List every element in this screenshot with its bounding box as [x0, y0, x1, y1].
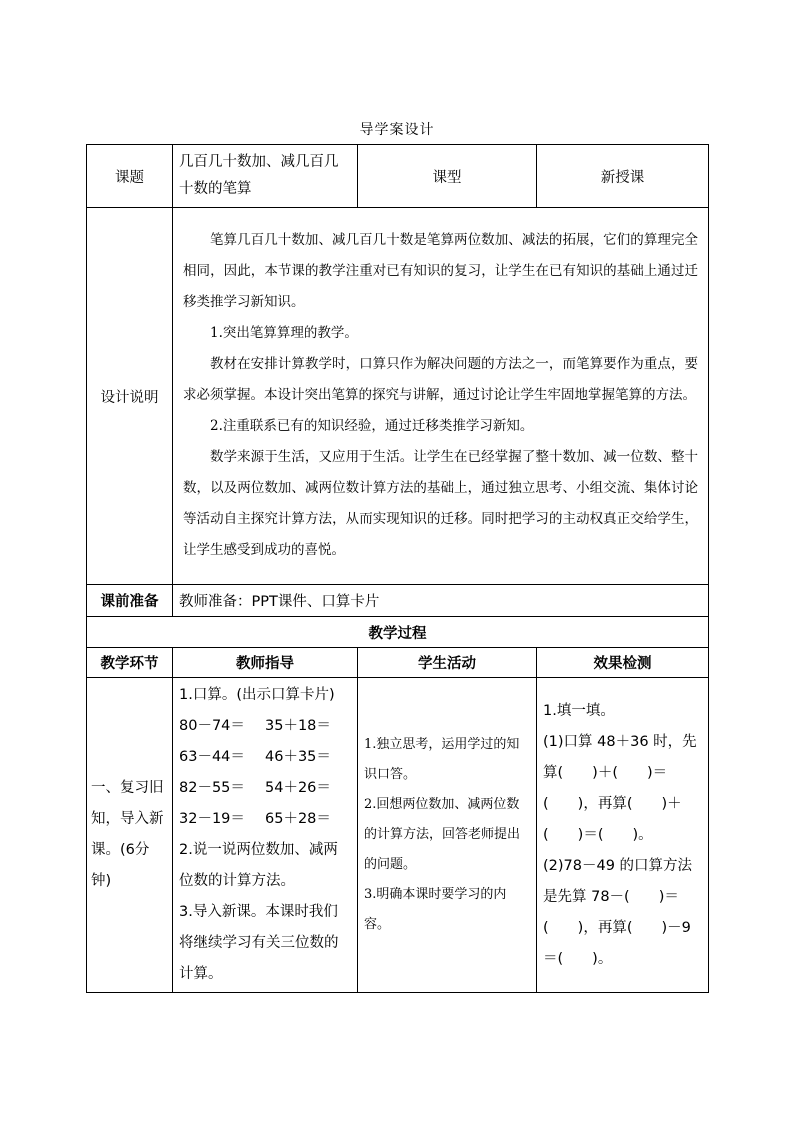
design-row	[87, 208, 709, 585]
type-label: 课型	[358, 145, 537, 208]
prep-label: 课前准备	[87, 585, 173, 617]
process-header-row	[87, 648, 709, 678]
step-cell: 一、复习旧知，导入新课。(6分钟)	[87, 678, 173, 993]
column-header-teacher: 教师指导	[173, 648, 358, 678]
teacher-item: 1.口算。(出示口算卡片)	[179, 687, 335, 703]
header-row	[87, 145, 709, 208]
process-title: 教学过程	[87, 617, 709, 648]
student-item: 2.回想两位数加、减两位数的计算方法，回答老师提出的问题。	[364, 797, 521, 872]
student-item: 1.独立思考，运用学过的知识口答。	[364, 737, 520, 782]
design-paragraph: 教材在安排计算教学时，口算只作为解决问题的方法之一，而笔算要作为重点，要求必须掌握。本设计突出笔算的探究与讲解，通过讨论让学生牢固地掌握笔算的方法。	[183, 355, 698, 403]
effect-item: (1)口算 48＋36 时，先算( )＋( )＝( )，再算( )＋( )＝( )。	[543, 733, 697, 843]
student-activity-cell	[358, 678, 537, 993]
lesson-plan-table	[86, 144, 709, 993]
calc-row	[179, 804, 351, 835]
column-header-student: 学生活动	[358, 648, 537, 678]
calc-item: 54＋26＝	[265, 780, 331, 796]
calc-item: 80－74＝	[179, 718, 245, 734]
effect-item: 1.填一填。	[543, 702, 615, 719]
student-item: 3.明确本课时要学习的内容。	[364, 887, 507, 932]
calc-row	[179, 742, 351, 773]
type-value: 新授课	[537, 145, 709, 208]
calc-item: 46＋35＝	[265, 749, 331, 765]
calc-row	[179, 711, 351, 742]
calc-item: 63－44＝	[179, 749, 245, 765]
design-description	[173, 208, 709, 585]
column-header-effect: 效果检测	[537, 648, 709, 678]
calc-item: 82－55＝	[179, 780, 245, 796]
column-header-step: 教学环节	[87, 648, 173, 678]
prep-value: 教师准备：PPT课件、口算卡片	[173, 585, 709, 617]
effect-check-cell	[537, 678, 709, 993]
prep-row	[87, 585, 709, 617]
teacher-guidance-cell	[173, 678, 358, 993]
design-paragraph: 数学来源于生活，又应用于生活。让学生在已经掌握了整十数加、减一位数、整十数，以及两位数加、减两位数计算方法的基础上，通过独立思考、小组交流、集体讨论等活动自主探究计算方法，从而实现知识的迁移。同时把学习的主动权真正交给学生，让学生感受到成功的喜悦。	[183, 448, 698, 558]
teacher-item: 3.导入新课。本课时我们将继续学习有关三位数的计算。	[179, 904, 339, 982]
calc-item: 35＋18＝	[265, 718, 331, 734]
design-paragraph: 笔算几百几十数加、减几百几十数是笔算两位数加、减法的拓展，它们的算理完全相同，因此，本节课的教学注重对已有知识的复习，让学生在已有知识的基础上通过迁移类推学习新知识。	[183, 231, 698, 310]
topic-label: 课题	[87, 145, 173, 208]
process-title-row	[87, 617, 709, 648]
design-paragraph: 1.突出笔算算理的教学。	[210, 324, 358, 341]
calc-row	[179, 773, 351, 804]
document-title: 导学案设计	[359, 122, 435, 138]
process-row	[87, 678, 709, 993]
calc-item: 32－19＝	[179, 811, 245, 827]
calc-item: 65＋28＝	[265, 811, 331, 827]
effect-item: (2)78－49 的口算方法是先算 78－( )＝( )，再算( )－9＝( )。	[543, 857, 693, 967]
teacher-item: 2.说一说两位数加、减两位数的计算方法。	[179, 842, 338, 889]
topic-value: 几百几十数加、减几百几十数的笔算	[173, 145, 358, 208]
design-label: 设计说明	[87, 208, 173, 585]
design-paragraph: 2.注重联系已有的知识经验，通过迁移类推学习新知。	[210, 417, 534, 434]
